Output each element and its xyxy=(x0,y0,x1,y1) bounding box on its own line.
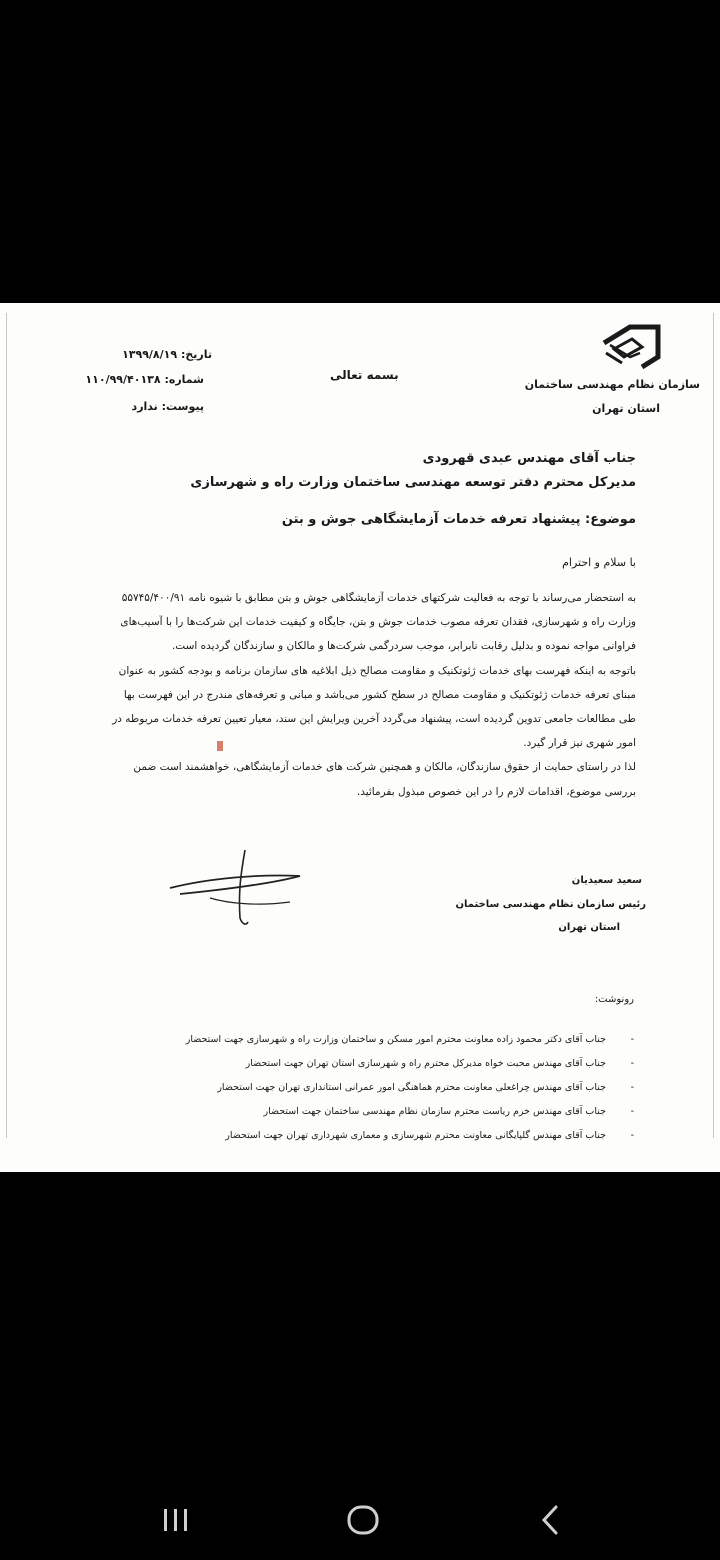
cc-item-text: جناب آقای مهندس خرم ریاست محترم سازمان نظام مهندسی ساختمان جهت استحضار xyxy=(263,1106,606,1117)
signatory-title: رئیس سازمان نظام مهندسی ساختمان xyxy=(455,899,646,910)
cc-bullet: - xyxy=(630,1034,634,1045)
cc-bullet: - xyxy=(630,1058,634,1069)
cc-item xyxy=(74,1076,634,1100)
cc-item xyxy=(74,1052,634,1076)
letter-subject: موضوع: پیشنهاد تعرفه خدمات آزمایشگاهی جوش و بتن xyxy=(281,512,636,527)
cc-bullet: - xyxy=(630,1106,634,1117)
greeting: با سلام و احترام xyxy=(562,556,636,569)
back-button[interactable] xyxy=(520,1500,580,1540)
org-name: سازمان نظام مهندسی ساختمان xyxy=(524,378,700,391)
letter-document xyxy=(0,303,720,1172)
body-line: مبنای تعرفه خدمات ژئوتکنیک و مقاومت مصالح در سطح کشور می‌باشد و مبانی و تعرفه‌های مندرج در این فهرست بها xyxy=(123,688,636,701)
cc-item-text: جناب آقای مهندس محبت خواه مدیرکل محترم راه و شهرسازی استان تهران جهت استحضار xyxy=(245,1058,606,1069)
body-line: طی مطالعات جامعی تدوین گردیده است، پیشنهاد می‌گردد آخرین ویرایش این سند، معیار تعیین تعرفه خدمات مربوطه در xyxy=(112,713,636,726)
letter-attachment: پیوست: ندارد xyxy=(131,400,204,413)
signatory-name: سعید سعیدیان xyxy=(571,875,642,886)
signatory-province: استان تهران xyxy=(558,922,620,933)
cc-item-text: جناب آقای مهندس چراغعلی معاونت محترم هماهنگی امور عمرانی استانداری تهران جهت استحضار xyxy=(217,1082,606,1093)
body-line: بررسی موضوع، اقدامات لازم را در این خصوص مبذول بفرمائید. xyxy=(356,785,636,798)
letter-body xyxy=(86,586,636,804)
cc-item xyxy=(74,1100,634,1124)
recents-button[interactable] xyxy=(146,1500,206,1540)
cc-bullet: - xyxy=(630,1130,634,1141)
page-edge-left xyxy=(6,313,7,1138)
recents-icon xyxy=(160,1506,192,1534)
cc-item-text: جناب آقای مهندس گلپایگانی معاونت محترم شهرسازی و معماری شهرداری تهران جهت استحضار xyxy=(225,1130,606,1141)
back-icon xyxy=(536,1503,564,1537)
body-line: وزارت راه و شهرسازی، فقدان تعرفه مصوب خدمات جوش و بتن، جایگاه و کیفیت خدمات این شرکت‌ها را با آسیب‌های xyxy=(120,616,636,629)
recipient-title: مدیرکل محترم دفتر توسعه مهندسی ساختمان وزارت راه و شهرسازی xyxy=(190,475,636,490)
home-icon xyxy=(346,1503,380,1537)
body-line: امور شهری نیز قرار گیرد. xyxy=(523,737,636,750)
page-edge-right xyxy=(713,313,714,1138)
letter-date: تاریخ: ۱۳۹۹/۸/۱۹ xyxy=(122,348,212,361)
handwritten-signature-icon xyxy=(150,848,320,938)
body-line: باتوجه به اینکه فهرست بهای خدمات ژئوتکنیک و مقاومت مصالح ذیل ابلاغیه های سازمان برنامه و بودجه کشور به عنوان xyxy=(118,664,636,677)
cc-item xyxy=(74,1028,634,1052)
org-province: استان تهران xyxy=(592,402,660,415)
signature-area xyxy=(150,848,320,938)
recipient-name: جناب آقای مهندس عبدی قهرودی xyxy=(422,451,636,466)
body-line: به استحضار می‌رساند با توجه به فعالیت شرکتهای خدمات آزمایشگاهی جوش و بتن مطابق با شیوه نامه ۵۵۷۴۵/۴۰۰/۹۱ xyxy=(121,592,636,604)
body-line: فراوانی مواجه نموده و بدلیل رقابت نابرابر، موجب سردرگمی شرکت‌ها و مالکان و سازندگان گردیده است. xyxy=(171,640,636,653)
cc-item-text: جناب آقای دکتر محمود زاده معاونت محترم امور مسکن و ساختمان وزارت راه و شهرسازی جهت استحضار xyxy=(185,1034,606,1045)
red-pen-mark xyxy=(217,741,223,751)
cc-bullet: - xyxy=(630,1082,634,1093)
top-black-area xyxy=(0,0,720,303)
bismillah: بسمه تعالی xyxy=(330,368,399,382)
cc-item xyxy=(74,1124,634,1148)
body-line: لذا در راستای حمایت از حقوق سازندگان، مالکان و همچنین شرکت های خدمات آزمایشگاهی، خواهشمند است ضمن xyxy=(133,761,636,774)
letter-number: شماره: ۱۱۰/۹۹/۴۰۱۳۸ xyxy=(85,373,204,386)
cc-list xyxy=(74,1028,634,1148)
org-logo-icon xyxy=(600,323,662,371)
cc-label: رونوشت: xyxy=(594,994,634,1005)
home-button[interactable] xyxy=(333,1500,393,1540)
